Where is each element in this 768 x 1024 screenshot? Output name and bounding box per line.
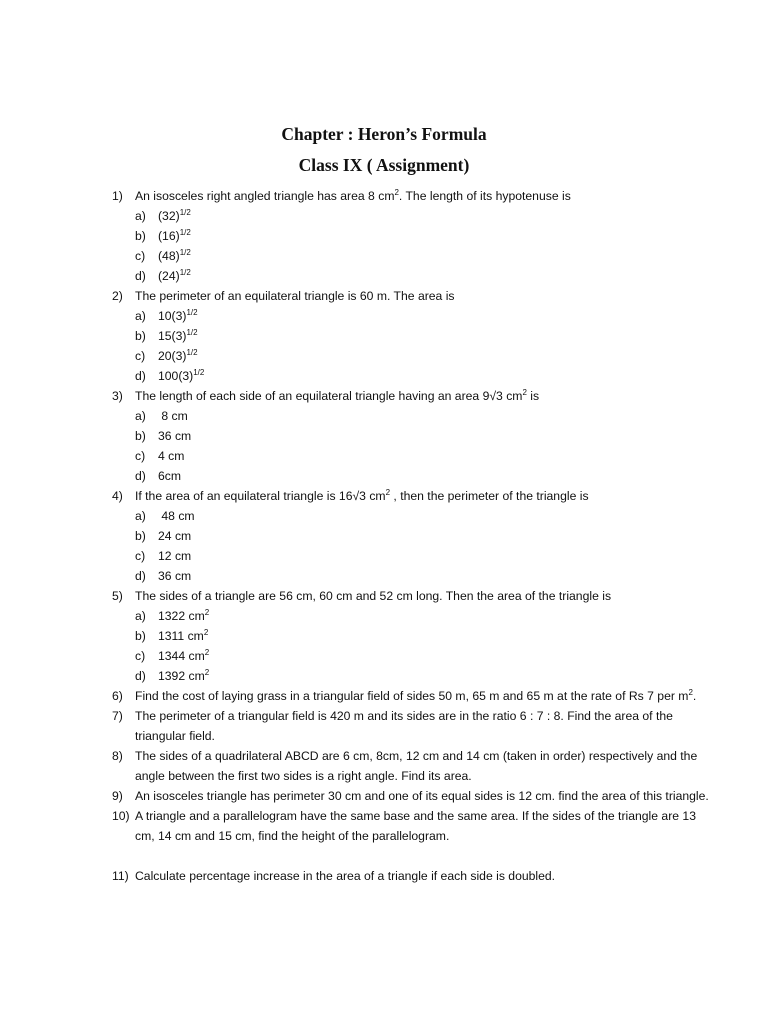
option-item xyxy=(135,366,712,386)
question-text-main: The sides of a quadrilateral ABCD are 6 cm, 8cm, 12 cm and 14 cm (taken in order) respectively and the angle between the first two sides is a right angle. Find its area. xyxy=(135,749,698,783)
option-label: c) xyxy=(135,549,146,563)
question-text xyxy=(135,686,712,706)
question-text xyxy=(135,186,712,206)
option-label: d) xyxy=(135,669,146,683)
option-item xyxy=(135,646,712,666)
option-text: 12 cm xyxy=(158,549,192,563)
question-text xyxy=(135,706,712,746)
question-item xyxy=(112,386,712,486)
option-text: 4 cm xyxy=(158,449,185,463)
question-text xyxy=(135,386,712,406)
option-item xyxy=(135,626,712,646)
option-text: (32) xyxy=(158,209,180,223)
question-item xyxy=(112,706,712,746)
option-text: 15(3) xyxy=(158,329,187,343)
option-label: b) xyxy=(135,429,146,443)
option-text: (24) xyxy=(158,269,180,283)
option-label: a) xyxy=(135,509,146,523)
option-text: 1344 cm xyxy=(158,649,205,663)
question-item xyxy=(112,486,712,586)
question-item xyxy=(112,686,712,706)
question-text xyxy=(135,866,712,886)
question-item xyxy=(112,746,712,786)
question-item xyxy=(112,586,712,686)
option-label: c) xyxy=(135,649,146,663)
superscript: 2 xyxy=(204,647,210,657)
question-number: 3) xyxy=(112,389,123,403)
superscript: 1/2 xyxy=(179,267,191,277)
chapter-title: Chapter : Heron’s Formula xyxy=(281,124,487,144)
option-label: a) xyxy=(135,209,146,223)
option-list xyxy=(135,206,712,286)
blank-line xyxy=(112,846,712,866)
option-item xyxy=(135,506,712,526)
option-text: 6cm xyxy=(158,469,182,483)
superscript: 2 xyxy=(394,187,399,197)
option-item xyxy=(135,406,712,426)
superscript: 2 xyxy=(204,667,210,677)
question-text xyxy=(135,746,712,786)
option-label: c) xyxy=(135,449,146,463)
option-label: a) xyxy=(135,409,146,423)
question-text-tail: . The length of its hypotenuse is xyxy=(398,189,571,203)
option-text: 36 cm xyxy=(158,429,192,443)
option-text: 48 cm xyxy=(158,509,195,523)
option-list xyxy=(135,606,712,686)
superscript: 1/2 xyxy=(186,327,198,337)
question-text xyxy=(135,786,712,806)
question-text-main: Calculate percentage increase in the area of a triangle if each side is doubled. xyxy=(135,869,556,883)
option-list xyxy=(135,306,712,386)
option-label: c) xyxy=(135,349,146,363)
superscript: 2 xyxy=(204,607,210,617)
question-number: 6) xyxy=(112,689,123,703)
question-text-main: The sides of a triangle are 56 cm, 60 cm and 52 cm long. Then the area of the triangle is xyxy=(135,589,612,603)
option-label: b) xyxy=(135,329,146,343)
option-label: b) xyxy=(135,229,146,243)
option-label: b) xyxy=(135,629,146,643)
option-item xyxy=(135,346,712,366)
superscript: 1/2 xyxy=(193,367,205,377)
superscript: 2 xyxy=(385,487,391,497)
option-item xyxy=(135,526,712,546)
option-item xyxy=(135,246,712,266)
option-item xyxy=(135,546,712,566)
option-text: 24 cm xyxy=(158,529,192,543)
question-item xyxy=(112,866,712,886)
option-text: 20(3) xyxy=(158,349,187,363)
question-text-tail: is xyxy=(526,389,540,403)
superscript: 2 xyxy=(203,627,209,637)
option-list xyxy=(135,506,712,586)
option-label: d) xyxy=(135,369,146,383)
question-number: 11) xyxy=(112,869,129,883)
question-text-main: An isosceles right angled triangle has area 8 cm xyxy=(135,189,395,203)
option-text: 1311 cm xyxy=(158,629,204,643)
option-label: c) xyxy=(135,249,146,263)
question-number: 1) xyxy=(112,189,123,203)
question-list xyxy=(112,186,712,886)
question-text-main: The length of each side of an equilateral triangle having an area 9√3 cm xyxy=(135,389,523,403)
option-label: a) xyxy=(135,309,146,323)
question-number: 9) xyxy=(112,789,123,803)
class-title: Class IX ( Assignment) xyxy=(298,155,470,175)
question-item xyxy=(112,806,712,846)
option-item xyxy=(135,206,712,226)
question-item xyxy=(112,186,712,286)
option-text: 1392 cm xyxy=(158,669,205,683)
option-label: d) xyxy=(135,269,146,283)
option-text: (16) xyxy=(158,229,180,243)
superscript: 1/2 xyxy=(179,247,191,257)
option-item xyxy=(135,566,712,586)
option-item xyxy=(135,266,712,286)
option-label: b) xyxy=(135,529,146,543)
question-number: 5) xyxy=(112,589,123,603)
option-label: a) xyxy=(135,609,146,623)
question-number: 7) xyxy=(112,709,123,723)
question-text xyxy=(135,286,712,306)
question-text-main: The perimeter of a triangular field is 420 m and its sides are in the ratio 6 : 7 : 8. Find the area of the triangular field. xyxy=(135,709,673,743)
question-number: 4) xyxy=(112,489,123,503)
question-text-main: An isosceles triangle has perimeter 30 cm and one of its equal sides is 12 cm. find the area of this triangle. xyxy=(135,789,709,803)
option-text: 8 cm xyxy=(158,409,188,423)
option-text: 10(3) xyxy=(158,309,187,323)
option-item xyxy=(135,466,712,486)
question-text-main: A triangle and a parallelogram have the same base and the same area. If the sides of the triangle are 13 cm, 14 cm and 15 cm, find the height of the parallelogram. xyxy=(135,809,696,843)
question-item xyxy=(112,286,712,386)
superscript: 1/2 xyxy=(179,207,191,217)
option-item xyxy=(135,226,712,246)
option-list xyxy=(135,406,712,486)
question-text xyxy=(135,806,712,846)
question-item xyxy=(112,786,712,806)
question-number: 8) xyxy=(112,749,123,763)
option-item xyxy=(135,606,712,626)
option-text: 36 cm xyxy=(158,569,192,583)
option-item xyxy=(135,326,712,346)
question-text-tail: . xyxy=(692,689,697,703)
superscript: 1/2 xyxy=(179,227,191,237)
superscript: 1/2 xyxy=(186,307,198,317)
option-item xyxy=(135,426,712,446)
option-text: (48) xyxy=(158,249,180,263)
question-text xyxy=(135,586,712,606)
question-text-tail: , then the perimeter of the triangle is xyxy=(390,489,589,503)
question-text-main: Find the cost of laying grass in a triangular field of sides 50 m, 65 m and 65 m at the rate of Rs 7 per m xyxy=(135,689,689,703)
question-text xyxy=(135,486,712,506)
option-item xyxy=(135,446,712,466)
question-text-main: If the area of an equilateral triangle is 16√3 cm xyxy=(135,489,386,503)
option-item xyxy=(135,306,712,326)
option-label: d) xyxy=(135,569,146,583)
option-text: 1322 cm xyxy=(158,609,205,623)
question-number: 10) xyxy=(112,809,130,823)
option-label: d) xyxy=(135,469,146,483)
superscript: 1/2 xyxy=(186,347,198,357)
question-text-main: The perimeter of an equilateral triangle is 60 m. The area is xyxy=(135,289,455,303)
option-text: 100(3) xyxy=(158,369,194,383)
question-number: 2) xyxy=(112,289,123,303)
option-item xyxy=(135,666,712,686)
superscript: 2 xyxy=(688,687,693,697)
superscript: 2 xyxy=(522,387,527,397)
